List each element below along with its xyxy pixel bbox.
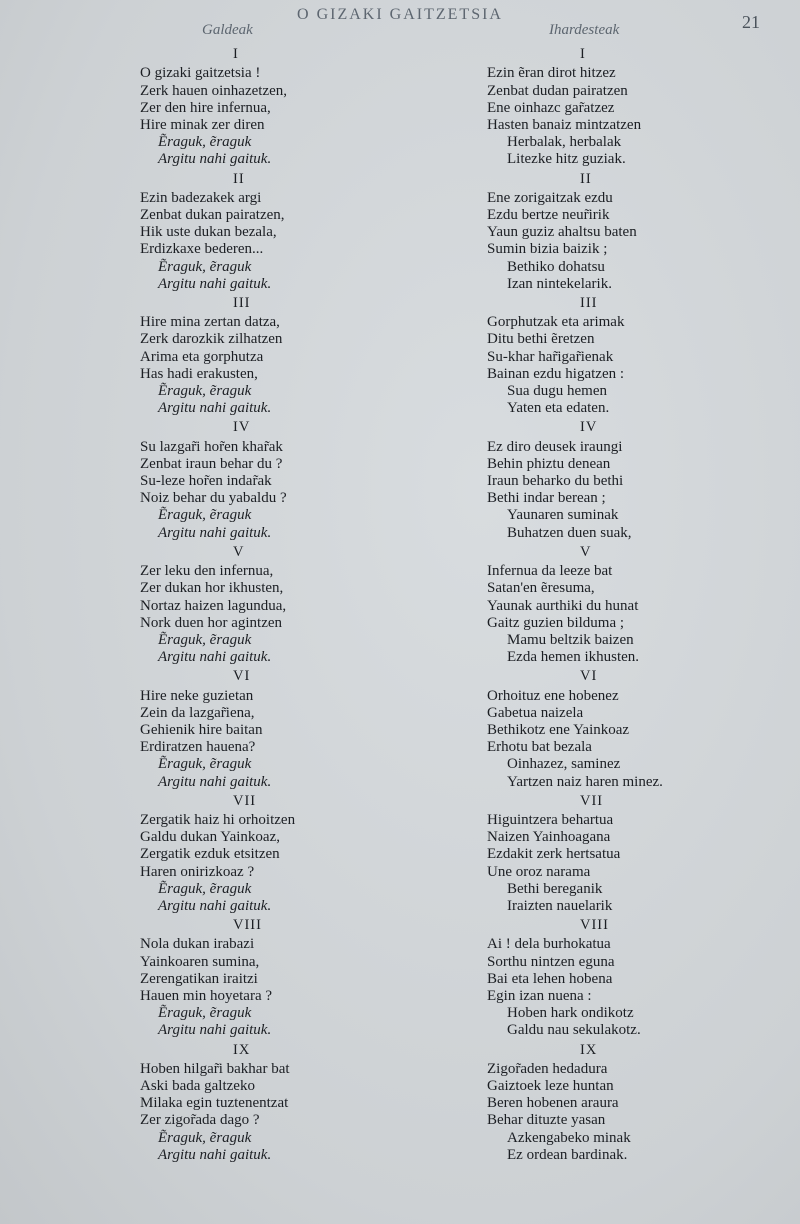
indented-line: Ezda hemen ikhusten. xyxy=(507,649,640,666)
refrain-line: Argitu nahi gaituk. xyxy=(158,1022,272,1039)
verse-line: Sorthu nintzen eguna xyxy=(487,953,615,970)
verse-line: Zerk darozkik zilhatzen xyxy=(140,331,283,348)
verse-line: Zergatik ezduk etsitzen xyxy=(140,846,280,863)
verse-line: Higuintzera behartua xyxy=(487,811,614,828)
verse-line: Hoben hilgar̃i bakhar bat xyxy=(140,1060,290,1077)
verse-line: Zigor̃aden hedadura xyxy=(487,1060,608,1077)
verse-line: Nortaz haizen lagundua, xyxy=(140,597,287,614)
refrain-line: Argitu nahi gaituk. xyxy=(158,524,272,541)
verse-line: Gorphutzak eta arimak xyxy=(487,314,625,331)
verse-line: Une oroz narama xyxy=(487,863,591,880)
answers-heading: Ihardesteak xyxy=(549,22,620,38)
indented-line: Buhatzen duen suak, xyxy=(507,524,632,541)
answer-stanza xyxy=(487,793,787,915)
indented-line: Yaten eta edaten. xyxy=(507,400,610,417)
verse-line: Zer dukan hor ikhusten, xyxy=(140,580,284,597)
verse-line: Yaun guziz ahaltsu baten xyxy=(487,224,637,241)
indented-line: Oinhazez, saminez xyxy=(507,756,621,773)
stanza-numeral: IX xyxy=(580,1041,598,1058)
verse-line: Satan'en ẽresuma, xyxy=(487,580,595,597)
verse-line: Yainkoaren sumina, xyxy=(140,953,260,970)
indented-line: Izan nintekelarik. xyxy=(507,275,612,292)
verse-line: Zenbat iraun behar du ? xyxy=(140,455,283,472)
verse-line: Sumin bizia baizik ; xyxy=(487,241,608,258)
indented-line: Ez ordean bardinak. xyxy=(507,1146,628,1163)
verse-line: Ezin badezakek argi xyxy=(140,189,262,206)
stanza-numeral: VI xyxy=(580,668,598,685)
stanza-numeral: V xyxy=(580,543,592,560)
page-number: 21 xyxy=(742,12,760,32)
verse-line: Arima eta gorphutza xyxy=(140,348,264,365)
stanza-numeral: VI xyxy=(233,668,251,685)
verse-line: Bai eta lehen hobena xyxy=(487,970,613,987)
verse-line: Erdizkaxe bederen... xyxy=(140,241,264,258)
verse-line: Ezdakit zerk hertsatua xyxy=(487,846,621,863)
verse-line: Hasten banaiz mintzatzen xyxy=(487,117,642,134)
stanza-numeral: IX xyxy=(233,1041,251,1058)
verse-line: Naizen Yainhoagana xyxy=(487,829,611,846)
verse-line: Gehienik hire baitan xyxy=(140,721,263,738)
verse-line: Su lazgar̃i hor̃en khar̃ak xyxy=(140,438,283,455)
verse-line: Ezdu bertze neur̃irik xyxy=(487,207,610,224)
verse-line: Zer leku den infernua, xyxy=(140,563,274,580)
verse-line: Behar dituzte yasan xyxy=(487,1112,606,1129)
indented-line: Yartzen naiz haren minez. xyxy=(507,773,663,790)
verse-line: Behin phiztu denean xyxy=(487,455,611,472)
verse-line: Su-leze hor̃en indar̃ak xyxy=(140,473,272,490)
stanza-numeral: V xyxy=(233,543,245,560)
verse-line: Gaitz guzien bilduma ; xyxy=(487,614,625,631)
refrain-line: Ẽraguk, ẽraguk xyxy=(158,756,252,773)
stanza-numeral: VIII xyxy=(580,917,609,934)
verse-line: O gizaki gaitzetsia ! xyxy=(140,65,261,82)
verse-line: Nola dukan irabazi xyxy=(140,936,255,953)
verse-line: Iraun beharko du bethi xyxy=(487,473,624,490)
indented-line: Mamu beltzik baizen xyxy=(507,631,634,648)
refrain-line: Argitu nahi gaituk. xyxy=(158,1146,272,1163)
answer-stanza xyxy=(487,1042,787,1164)
verse-line: Gaiztoek leze huntan xyxy=(487,1077,614,1094)
answers-stanzas xyxy=(487,46,787,1164)
verse-line: Hire neke guzietan xyxy=(140,687,254,704)
questions-stanzas xyxy=(140,46,440,1164)
answer-stanza xyxy=(487,171,787,293)
verse-line: Hauen min hoyetara ? xyxy=(140,987,273,1004)
question-stanza xyxy=(140,46,440,168)
verse-line: Bethikotz ene Yainkoaz xyxy=(487,721,630,738)
verse-line: Bainan ezdu higatzen : xyxy=(487,365,625,382)
question-stanza xyxy=(140,917,440,1039)
questions-heading: Galdeak xyxy=(202,22,253,38)
verse-line: Zein da lazgar̃iena, xyxy=(140,704,255,721)
verse-line: Erhotu bat bezala xyxy=(487,739,592,756)
verse-line: Aski bada galtzeko xyxy=(140,1077,255,1094)
verse-line: Zer den hire infernua, xyxy=(140,99,271,116)
indented-line: Bethiko dohatsu xyxy=(507,258,605,275)
verse-line: Bethi indar berean ; xyxy=(487,490,606,507)
verse-line: Hik uste dukan bezala, xyxy=(140,224,277,241)
question-stanza xyxy=(140,419,440,541)
refrain-line: Ẽraguk, ẽraguk xyxy=(158,258,252,275)
stanza-numeral: VIII xyxy=(233,917,262,934)
stanza-numeral: II xyxy=(580,170,592,187)
verse-line: Ai ! dela burhokatua xyxy=(487,936,611,953)
stanza-numeral: I xyxy=(233,46,239,63)
verse-line: Noiz behar du yabaldu ? xyxy=(140,490,287,507)
indented-line: Galdu nau sekulakotz. xyxy=(507,1022,641,1039)
running-head: O GIZAKI GAITZETSIA xyxy=(297,6,503,23)
verse-line: Infernua da leeze bat xyxy=(487,563,613,580)
refrain-line: Argitu nahi gaituk. xyxy=(158,773,272,790)
stanza-numeral: IV xyxy=(580,419,598,436)
refrain-line: Ẽraguk, ẽraguk xyxy=(158,134,252,151)
refrain-line: Argitu nahi gaituk. xyxy=(158,897,272,914)
stanza-numeral: III xyxy=(580,295,598,312)
indented-line: Sua dugu hemen xyxy=(507,383,607,400)
verse-line: Ditu bethi ẽretzen xyxy=(487,331,595,348)
answer-stanza xyxy=(487,668,787,790)
verse-line: Has hadi erakusten, xyxy=(140,365,258,382)
question-stanza xyxy=(140,171,440,293)
indented-line: Herbalak, herbalak xyxy=(507,134,622,151)
indented-line: Litezke hitz guziak. xyxy=(507,151,626,168)
verse-line: Hire mina zertan datza, xyxy=(140,314,280,331)
verse-line: Nork duen hor agintzen xyxy=(140,614,283,631)
verse-line: Gabetua naizela xyxy=(487,704,584,721)
indented-line: Azkengabeko minak xyxy=(507,1129,631,1146)
verse-line: Zerengatikan iraitzi xyxy=(140,970,258,987)
verse-line: Galdu dukan Yainkoaz, xyxy=(140,829,280,846)
refrain-line: Argitu nahi gaituk. xyxy=(158,400,272,417)
stanza-numeral: I xyxy=(580,46,586,63)
refrain-line: Ẽraguk, ẽraguk xyxy=(158,1005,252,1022)
refrain-line: Ẽraguk, ẽraguk xyxy=(158,383,252,400)
verse-line: Erdiratzen hauena? xyxy=(140,739,256,756)
answers-column xyxy=(487,22,787,1166)
stanza-numeral: II xyxy=(233,170,245,187)
question-stanza xyxy=(140,295,440,417)
refrain-line: Argitu nahi gaituk. xyxy=(158,275,272,292)
indented-line: Iraizten nauelarik xyxy=(507,897,613,914)
verse-line: Ene oinhazc gar̃atzez xyxy=(487,99,615,116)
verse-line: Milaka egin tuztenentzat xyxy=(140,1095,289,1112)
answer-stanza xyxy=(487,46,787,168)
verse-line: Haren onirizkoaz ? xyxy=(140,863,255,880)
verse-line: Ezin ẽran dirot hitzez xyxy=(487,65,616,82)
verse-line: Yaunak aurthiki du hunat xyxy=(487,597,639,614)
verse-line: Ez diro deusek iraungi xyxy=(487,438,623,455)
question-stanza xyxy=(140,544,440,666)
question-stanza xyxy=(140,668,440,790)
verse-line: Beren hobenen araura xyxy=(487,1095,619,1112)
indented-line: Yaunaren suminak xyxy=(507,507,619,524)
verse-line: Egin izan nuena : xyxy=(487,987,592,1004)
verse-line: Zenbat dukan pairatzen, xyxy=(140,207,285,224)
refrain-line: Ẽraguk, ẽraguk xyxy=(158,880,252,897)
verse-line: Orhoituz ene hobenez xyxy=(487,687,619,704)
verse-line: Su-khar har̃igar̃ienak xyxy=(487,348,614,365)
verse-line: Zenbat dudan pairatzen xyxy=(487,82,628,99)
stanza-numeral: IV xyxy=(233,419,251,436)
questions-column xyxy=(140,22,440,1166)
refrain-line: Argitu nahi gaituk. xyxy=(158,649,272,666)
answer-stanza xyxy=(487,295,787,417)
stanza-numeral: VII xyxy=(233,792,257,809)
answer-stanza xyxy=(487,419,787,541)
answer-stanza xyxy=(487,917,787,1039)
verse-line: Zergatik haiz hi orhoitzen xyxy=(140,811,296,828)
refrain-line: Argitu nahi gaituk. xyxy=(158,151,272,168)
verse-line: Zer zigor̃ada dago ? xyxy=(140,1112,260,1129)
indented-line: Bethi bereganik xyxy=(507,880,603,897)
refrain-line: Ẽraguk, ẽraguk xyxy=(158,631,252,648)
refrain-line: Ẽraguk, ẽraguk xyxy=(158,507,252,524)
stanza-numeral: III xyxy=(233,295,251,312)
indented-line: Hoben hark ondikotz xyxy=(507,1005,634,1022)
answer-stanza xyxy=(487,544,787,666)
verse-line: Zerk hauen oinhazetzen, xyxy=(140,82,288,99)
stanza-numeral: VII xyxy=(580,792,604,809)
refrain-line: Ẽraguk, ẽraguk xyxy=(158,1129,252,1146)
question-stanza xyxy=(140,1042,440,1164)
question-stanza xyxy=(140,793,440,915)
verse-line: Hire minak zer diren xyxy=(140,117,265,134)
verse-line: Ene zorigaitzak ezdu xyxy=(487,189,613,206)
